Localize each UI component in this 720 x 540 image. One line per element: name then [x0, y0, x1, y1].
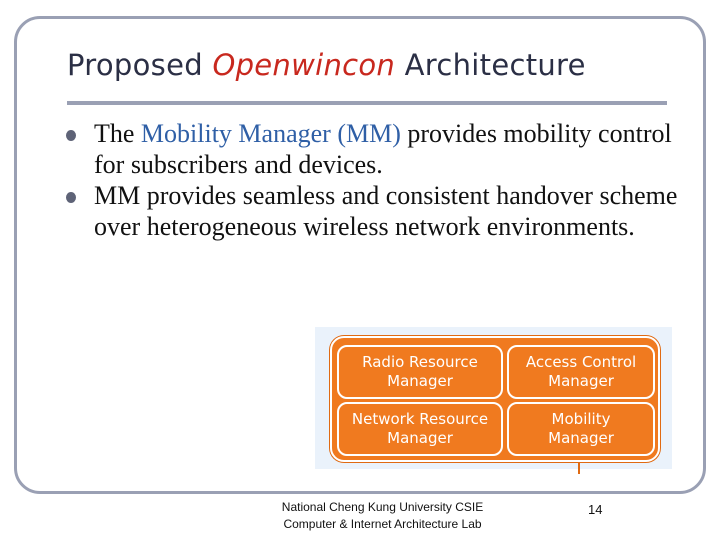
mobility-manager-box: [507, 402, 655, 456]
page-number: 14: [588, 502, 603, 517]
bullet-dot-icon: [66, 192, 76, 203]
bullet-item: [66, 118, 686, 180]
diagram-connector: [578, 462, 580, 474]
box-label: Manager: [387, 372, 453, 390]
access-control-manager-box: [507, 345, 655, 399]
manager-diagram: [330, 336, 660, 462]
slide-footer: [250, 499, 515, 533]
bullet-dot-icon: [66, 130, 76, 141]
network-resource-manager-box: [337, 402, 503, 456]
footer-line: Computer & Internet Architecture Lab: [283, 517, 482, 531]
title-suffix: Architecture: [395, 48, 586, 82]
bullet-text: provides mobility control for subscribers and devices.: [94, 119, 672, 179]
bullet-text: The: [94, 119, 141, 148]
title-divider: [67, 101, 667, 105]
box-label: Radio Resource: [362, 353, 478, 371]
box-label: Network Resource: [351, 410, 489, 428]
box-label: Manager: [548, 372, 614, 390]
box-label: Manager: [387, 429, 453, 447]
box-label: Mobility: [551, 410, 611, 428]
bullet-text: MM provides seamless and consistent handover scheme over heterogeneous wireless network environments.: [94, 181, 678, 241]
box-label: Access Control: [525, 353, 637, 371]
footer-line: National Cheng Kung University CSIE: [281, 500, 484, 514]
radio-resource-manager-box: [337, 345, 503, 399]
box-label: Manager: [548, 429, 614, 447]
slide-title: [67, 48, 586, 82]
bullet-item: [66, 180, 686, 242]
title-prefix: Proposed: [67, 48, 213, 82]
bullet-highlight: Mobility Manager (MM): [140, 119, 401, 148]
bullet-list: [66, 118, 686, 242]
title-highlight: Openwincon: [212, 48, 396, 82]
